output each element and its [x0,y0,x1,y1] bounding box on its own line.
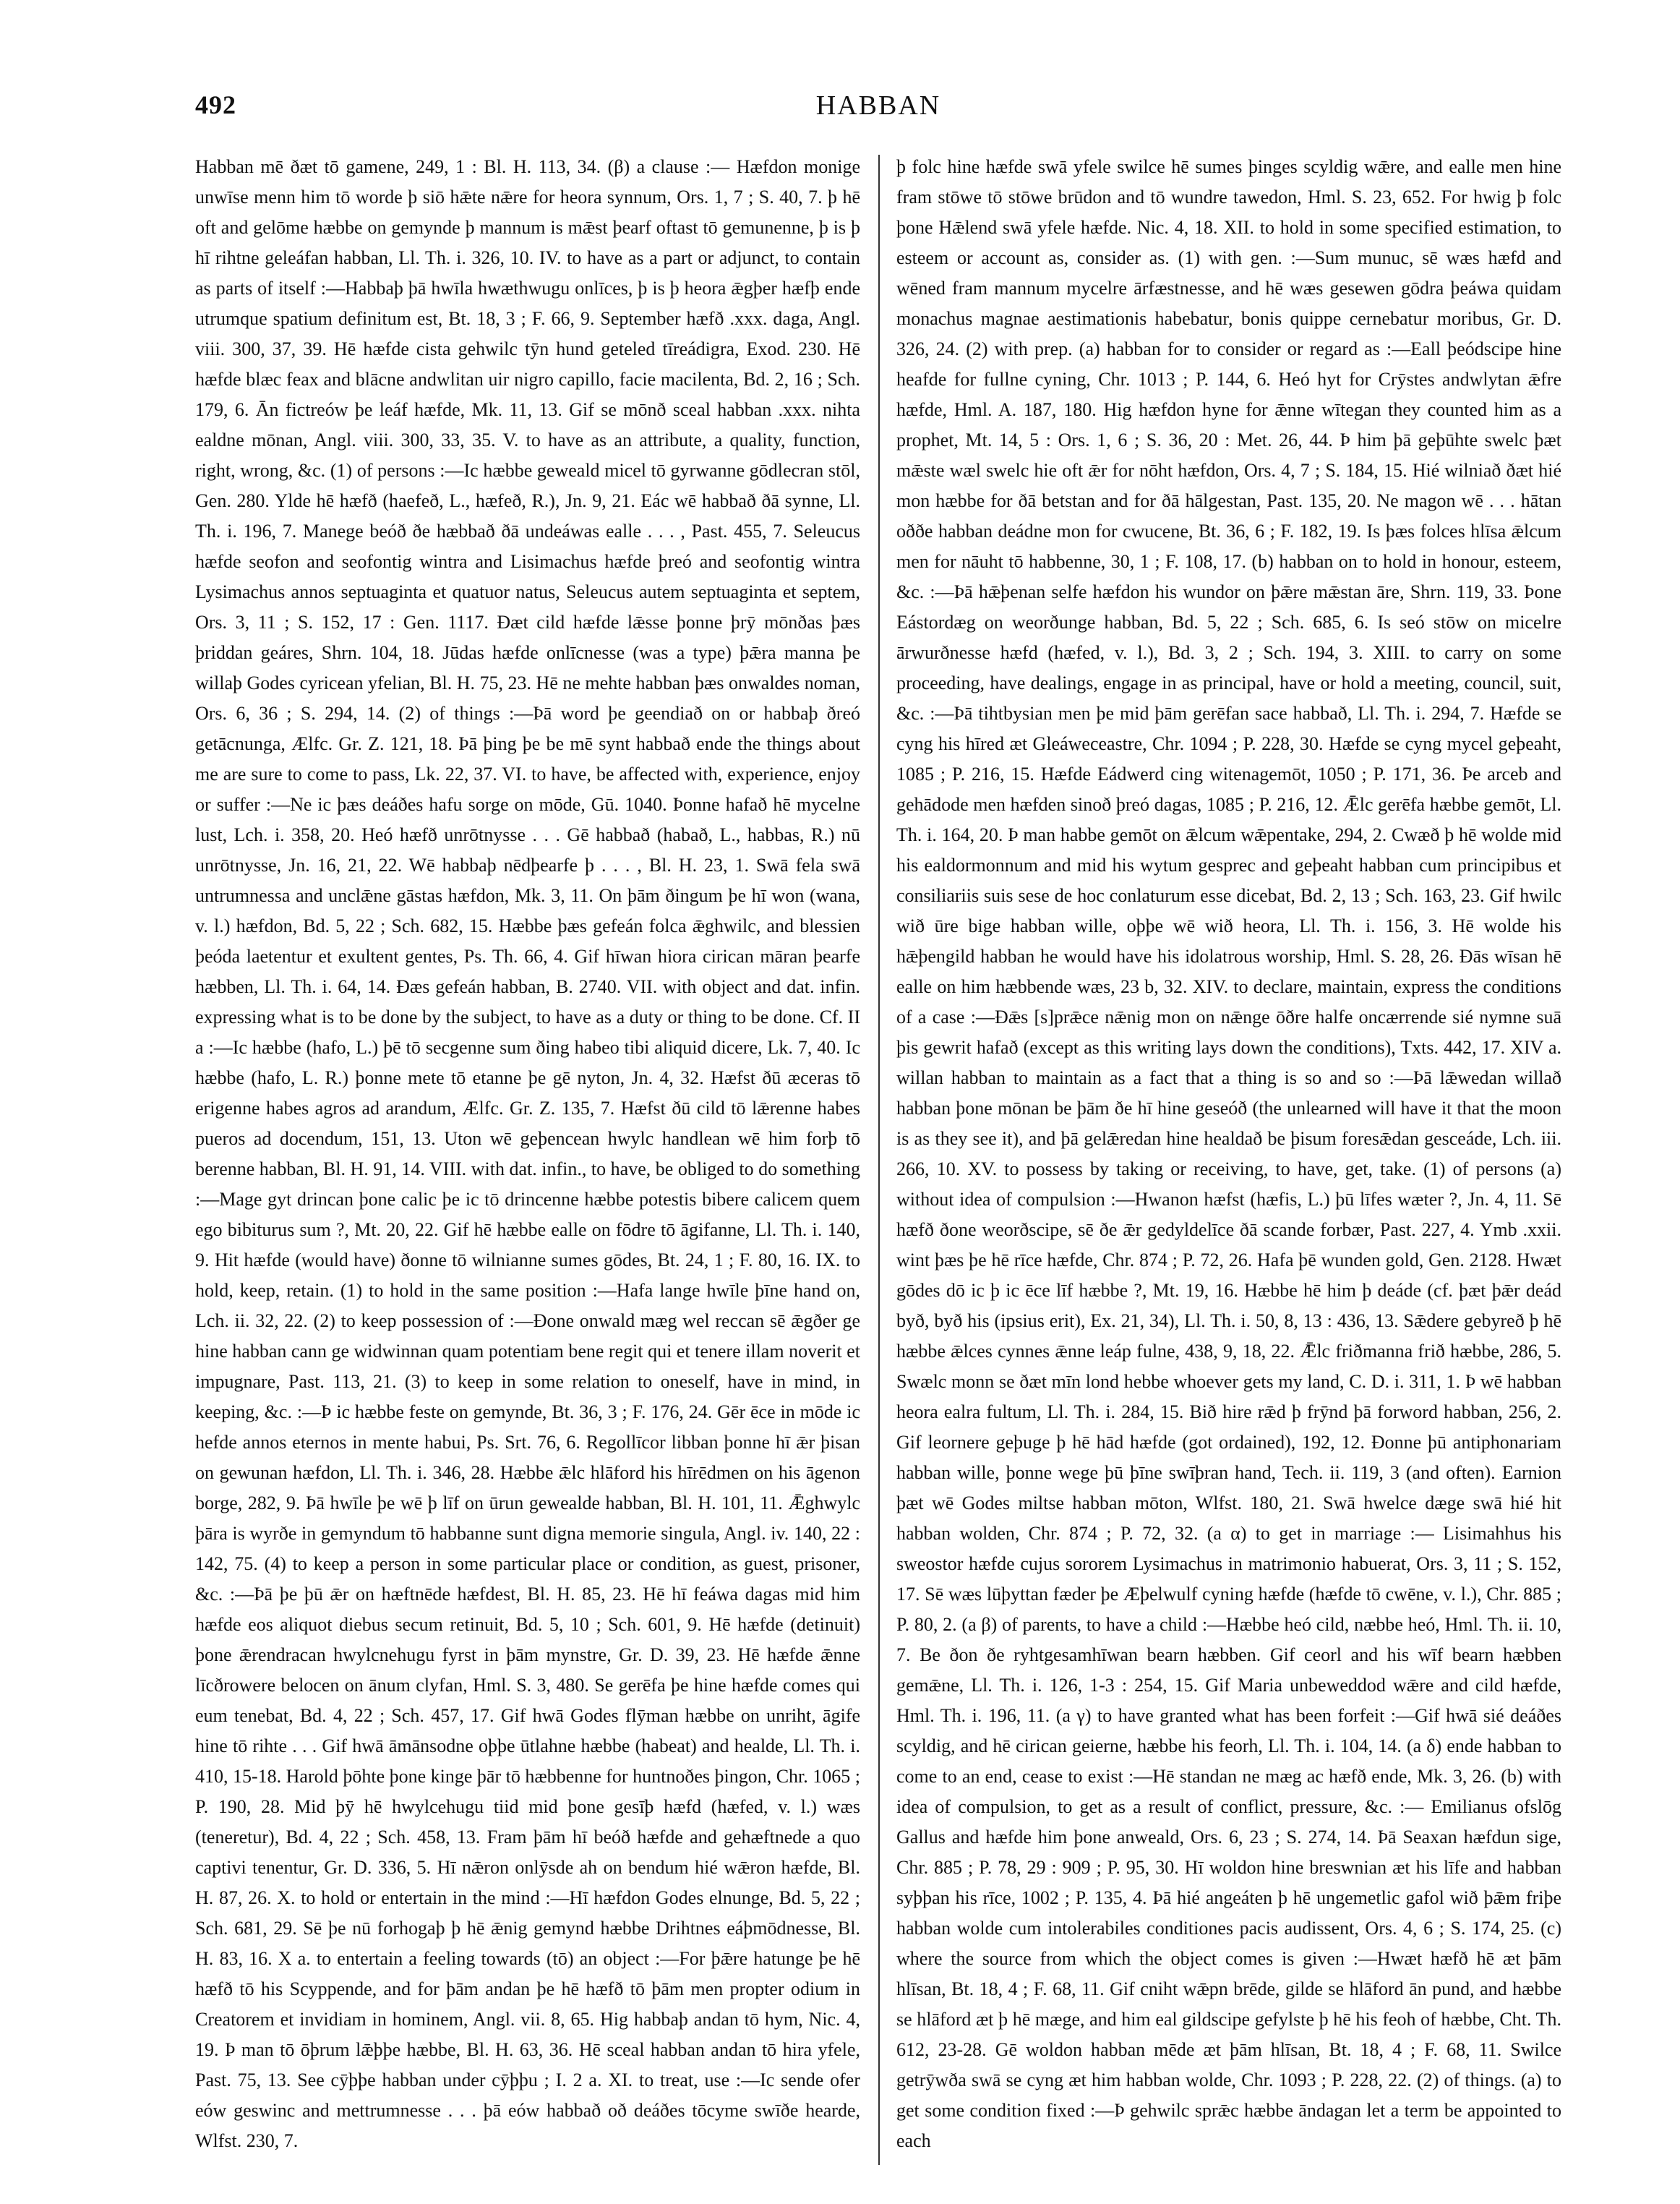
right-column-text: þ folc hine hæfde swā yfele swilce hē sumes þinges scyldig wǣre, and ealle men hine fram stōwe tō stōwe brūdon and tō wundre tawedon, Hml. S. 23, 652. For hwig þ folc þone Hǣlend swā yfele hæfde. Nic. 4, 18. XII. to hold in some specified estimation, to esteem or account as, consider as. (1) with gen. :—Sum munuc, sē wæs hæfd and wēned fram mannum mycelre ārfæstnesse, and hē wæs gesewen gōdra þeáwa quidam monachus magnae aestimationis habebatur, bonis quippe cernebatur moribus, Gr. D. 326, 24. (2) with prep. (a) habban for to consider or regard as :—Eall þeódscipe hine heafde for fullne cyning, Chr. 1013 ; P. 144, 6. Heó hyt for Crȳstes andwlytan ǣfre hæfde, Hml. A. 187, 180. Hig hæfdon hyne for ǣnne wītegan they counted him as a prophet, Mt. 14, 5 : Ors. 1, 6 ; S. 36, 20 : Met. 26, 44. Þ him þā geþūhte swelc þæt mǣste wæl swelc hie oft ǣr for nōht hæfdon, Ors. 4, 7 ; S. 184, 15. Hié wilniað ðæt hié mon hæbbe for ðā betstan and for ðā hālgestan, Past. 135, 20. Ne magon wē . . . hātan oððe habban deádne mon for cwucene, Bt. 36, 6 ; F. 182, 19. Is þæs folces hlīsa ǣlcum men for nāuht tō habbenne, 30, 1 ; F. 108, 17. (b) habban on to hold in honour, esteem, &c. :—Þā hǣþenan selfe hæfdon his wundor on þǣre mǣstan āre, Shrn. 119, 33. Þone Eástordæg on weorðunge habban, Bd. 5, 22 ; Sch. 685, 6. Is seó stōw on micelre ārwurðnesse hæfd (hæfed, v. l.), Bd. 3, 2 ; Sch. 194, 3. XIII. to carry on some proceeding, have dealings, engage in as principal, have or hold a meeting, council, suit, &c. :—Þā tihtbysian men þe mid þām gerēfan sace habbað, Ll. Th. i. 294, 7. Hæfde se cyng his hīred æt Gleáweceastre, Chr. 1094 ; P. 228, 30. Hæfde se cyng mycel geþeaht, 1085 ; P. 216, 15. Hæfde Eádwerd cing witenagemōt, 1050 ; P. 171, 36. Þe arceb and gehādode men hæfden sinoð þreó dagas, 1085 ; P. 216, 12. Ǣlc gerēfa hæbbe gemōt, Ll. Th. i. 164, 20. Þ man habbe gemōt on ǣlcum wǣpentake, 294, 2. Cwæð þ hē wolde mid his ealdormonnum and mid his wytum gesprec and geþeaht habban cum principibus et consiliariis suis sese de hoc conlaturum esse dicebat, Bd. 2, 13 ; Sch. 163, 23. Gif hwilc wið ūre bige habban wille, oþþe wē wið heora, Ll. Th. i. 156, 3. Hē wolde his hǣþengild habban he would have his idolatrous worship, Hml. S. 28, 26. Ðās wīsan hē ealle on him hæbbende wæs, 23 b, 32. XIV. to declare, maintain, express the conditions of a case :—Ðǣs [s]prǣce nǣnig mon on nǣnge ōðre halfe oncærrende sié nymne suā þis gewrit hafað (except as this writing lays down the conditions), Txts. 442, 17. XIV a. willan habban to maintain as a fact that a thing is so and so :—Þā lǣwedan willað habban þone mōnan be þām ðe hī hine geseóð (the unlearned will have it that the moon is as they see it), and þā gelǣredan hine healdað be þisum foresǣdan gesceáde, Lch. iii. 266, 10. XV. to possess by taking or receiving, to have, get, take. (1) of persons (a) without idea of compulsion :—Hwanon hæfst (hæfis, L.) þū līfes wæter ?, Jn. 4, 11. Sē hæfð ðone weorðscipe, sē ðe ǣr gedyldelīce ðā scande forbær, Past. 227, 4. Ymb .xxii. wint þæs þe hē rīce hæfde, Chr. 874 ; P. 72, 26. Hafa þē wunden gold, Gen. 2128. Hwæt gōdes dō ic þ ic ēce līf hæbbe ?, Mt. 19, 16. Hæbbe hē him þ deáde (cf. þæt þǣr deád byð, byð his (ipsius erit), Ex. 21, 34), Ll. Th. i. 50, 8, 13 : 436, 13. Sǣdere gebyreð þ hē hæbbe ǣlces cynnes ǣnne leáp fulne, 438, 9, 18, 22. Ǣlc friðmanna frið hæbbe, 286, 5. Swælc monn se ðæt mīn lond hebbe whoever gets my land, C. D. i. 311, 1. Þ wē habban heora ealra fultum, Ll. Th. i. 284, 15. Bið hire rǣd þ frȳnd þā forword habban, 256, 2. Gif leornere geþuge þ hē hād hæfde (got ordained), 192, 12. Ðonne þū antiphonariam habban wille, þonne wege þū þīne swīþran hand, Tech. ii. 119, 3 (and often). Earnion þæt wē Godes miltse habban mōton, Wlfst. 180, 21. Swā hwelce dæge swā hié hit habban wolden, Chr. 874 ; P. 72, 32. (a α) to get in marriage :— Lisimahhus his sweostor hæfde cujus sororem Lysimachus in matrimonio habuerat, Ors. 3, 11 ; S. 152, 17. Sē wæs lūþyttan fæder þe Æþelwulf cyning hæfde (hæfde tō cwēne, v. l.), Chr. 885 ; P. 80, 2. (a β) of parents, to have a child :—Hæbbe heó cild, næbbe heó, Hml. Th. ii. 10, 7. Be ðon ðe ryhtgesamhīwan bearn hæbben. Gif ceorl and his wīf bearn hæbben gemǣne, Ll. Th. i. 126, 1-3 : 254, 15. Gif Maria unbeweddod wǣre and cild hæfde, Hml. Th. i. 196, 11. (a γ) to have granted what has been forfeit :—Gif hwā sié deáðes scyldig, and hē cirican geierne, hæbbe his feorh, Ll. Th. i. 104, 14. (a δ) ende habban to come to an end, cease to exist :—Hē standan ne mæg ac hæfð ende, Mk. 3, 26. (b) with idea of compulsion, to get as a result of conflict, pressure, &c. :— Emilianus ofslōg Gallus and hæfde him þone anweald, Ors. 6, 23 ; S. 274, 14. Þā Seaxan hæfdun sige, Chr. 885 ; P. 78, 29 : 909 ; P. 95, 30. Hī woldon hine breswnian æt his līfe and habban syþþan his rīce, 1002 ; P. 135, 4. Þā hié angeáten þ hē ungemetlic gafol wið þǣm friþe habban wolde cum intolerabiles conditiones pacis audissent, Ors. 4, 6 ; S. 174, 25. (c) where the source from which the object comes is given :—Hwæt hæfð hē æt þām hlīsan, Bt. 18, 4 ; F. 68, 11. Gif cniht wǣpn brēde, gilde se hlāford ān pund, and hæbbe se hlāford æt þ hē mæge, and him eal gildscipe gefylste þ hē his feoh of hæbbe, Cht. Th. 612, 23-28. Gē woldon habban mēde æt þām hlīsan, Bt. 18, 4 ; F. 68, 11. Swilce getrȳwða swā se cyng æt him habban wolde, Chr. 1093 ; P. 228, 22. (2) of things. (a) to get some condition fixed :—Þ gehwilc sprǣc hæbbe āndagan let a term be appointed to each [896,156,1561,2151]
right-column [896,152,1561,2169]
left-column-text: Habban mē ðæt tō gamene, 249, 1 : Bl. H. 113, 34. (β) a clause :— Hæfdon monige unwīse menn him tō worde þ siō hǣte nǣre for heora synnum, Ors. 1, 7 ; S. 40, 7. þ hē oft and gelōme hæbbe on gemynde þ mannum is mǣst þearf oftast tō gemunenne, þ is þ hī rihtne geleáfan habban, Ll. Th. i. 326, 10. IV. to have as a part or adjunct, to contain as parts of itself :—Habbaþ þā hwīla hwæthwugu onlīces, þ is þ heora ǣgþer hæfþ ende utrumque spatium definitum est, Bt. 18, 3 ; F. 66, 9. September hæfð .xxx. daga, Angl. viii. 300, 37, 39. Hē hæfde cista gehwilc tȳn hund geteled tīreádigra, Exod. 230. Hē hæfde blæc feax and blācne andwlitan uir nigro capillo, facie macilenta, Bd. 2, 16 ; Sch. 179, 6. Ān fictreów þe leáf hæfde, Mk. 11, 13. Gif se mōnð sceal habban .xxx. nihta ealdne mōnan, Angl. viii. 300, 33, 35. V. to have as an attribute, a quality, function, right, wrong, &c. (1) of persons :—Ic hæbbe geweald micel tō gyrwanne gōdlecran stōl, Gen. 280. Ylde hē hæfð (haefeð, L., hæfeð, R.), Jn. 9, 21. Eác wē habbað ðā synne, Ll. Th. i. 196, 7. Manege beóð ðe hæbbað ðā undeáwas ealle . . . , Past. 455, 7. Seleucus hæfde seofon and seofontig wintra and Lisimachus hæfde þreó and seofontig wintra Lysimachus annos septuaginta et quatuor natus, Seleucus autem septuaginta et septem, Ors. 3, 11 ; S. 152, 17 : Gen. 1117. Ðæt cild hæfde lǣsse þonne þrȳ mōnðas þæs þriddan geáres, Shrn. 104, 18. Jūdas hæfde onlīcnesse (was a type) þǣra manna þe willaþ Godes cyricean yfelian, Bl. H. 75, 23. Hē ne mehte habban þæs onwaldes noman, Ors. 6, 36 ; S. 294, 14. (2) of things :—Þā word þe geendiað on or habbaþ ðreó getācnunga, Ælfc. Gr. Z. 121, 18. Þā þing þe be mē synt habbað ende the things about me are sure to come to pass, Lk. 22, 37. VI. to have, be affected with, experience, enjoy or suffer :—Ne ic þæs deáðes hafu sorge on mōde, Gū. 1040. Þonne hafað hē mycelne lust, Lch. i. 358, 20. Heó hæfð unrōtnysse . . . Gē habbað (habað, L., habbas, R.) nū unrōtnysse, Jn. 16, 21, 22. Wē habbaþ nēdþearfe þ . . . , Bl. H. 23, 1. Swā fela swā untrumnessa and unclǣne gāstas hæfdon, Mk. 3, 11. On þām ðingum þe hī won (wana, v. l.) hæfdon, Bd. 5, 22 ; Sch. 682, 15. Hæbbe þæs gefeán folca ǣghwilc, and blessien þeóda laetentur et exultent gentes, Ps. Th. 66, 4. Gif hīwan hiora cirican māran þearfe hæbben, Ll. Th. i. 64, 14. Ðæs gefeán habban, B. 2740. VII. with object and dat. infin. expressing what is to be done by the subject, to have as a duty or thing to be done. Cf. II a :—Ic hæbbe (hafo, L.) þē tō secgenne sum ðing habeo tibi aliquid dicere, Lk. 7, 40. Ic hæbbe (hafo, L. R.) þonne mete tō etanne þe gē nyton, Jn. 4, 32. Hæfst ðū æceras tō erigenne habes agros ad arandum, Ælfc. Gr. Z. 135, 7. Hæfst ðū cild tō lǣrenne habes pueros ad docendum, 151, 13. Uton wē geþencean hwylc handlean wē him forþ tō berenne habban, Bl. H. 91, 14. VIII. with dat. infin., to have, be obliged to do something :—Mage gyt drincan þone calic þe ic tō drincenne hæbbe potestis bibere calicem quem ego bibiturus sum ?, Mt. 20, 22. Gif hē hæbbe ealle on fōdre tō āgifanne, Ll. Th. i. 140, 9. Hit hæfde (would have) ðonne tō wilnianne sumes gōdes, Bt. 24, 1 ; F. 80, 16. IX. to hold, keep, retain. (1) to hold in the same position :—Hafa lange hwīle þīne hand on, Lch. ii. 32, 22. (2) to keep possession of :—Ðone onwald mæg wel reccan sē ǣgðer ge hine habban cann ge widwinnan quam potentiam bene regit qui et tenere illam noverit et impugnare, Past. 113, 21. (3) to keep in some relation to oneself, have in mind, in keeping, &c. :—Þ ic hæbbe feste on gemynde, Bt. 36, 3 ; F. 176, 24. Gēr ēce in mōde ic hefde annos eternos in mente habui, Ps. Srt. 76, 6. Regollīcor libban þonne hī ǣr þisan on gewunan hæfdon, Ll. Th. i. 346, 28. Hæbbe ǣlc hlāford his hīrēdmen on his āgenon borge, 282, 9. Þā hwīle þe wē þ līf on ūrun gewealde habban, Bl. H. 101, 11. Ǣghwylc þāra is wyrðe in gemyndum tō habbanne sunt digna memorie singula, Angl. iv. 140, 22 : 142, 75. (4) to keep a person in some particular place or condition, as guest, prisoner, &c. :—Þā þe þū ǣr on hæftnēde hæfdest, Bl. H. 85, 23. Hē hī feáwa dagas mid him hæfde eos aliquot diebus secum retinuit, Bd. 5, 10 ; Sch. 601, 9. Hē hæfde (detinuit) þone ǣrendracan hwylcnehugu fyrst in þām mynstre, Gr. D. 39, 23. Hē hæfde ǣnne līcðrowere belocen on ānum clyfan, Hml. S. 3, 480. Se gerēfa þe hine hæfde comes qui eum tenebat, Bd. 4, 22 ; Sch. 457, 17. Gif hwā Godes flȳman hæbbe on unriht, āgife hine tō rihte . . . Gif hwā āmānsodne oþþe ūtlahne hæbbe (habeat) and healde, Ll. Th. i. 410, 15-18. Harold þōhte þone kinge þār tō hæbbenne for huntnoðes þingon, Chr. 1065 ; P. 190, 28. Mid þȳ hē hwylcehugu tiid mid þone gesīþ hæfd (hæfed, v. l.) wæs (teneretur), Bd. 4, 22 ; Sch. 458, 13. Fram þām hī beóð hæfde and gehæftnede a quo captivi tenentur, Gr. D. 336, 5. Hī nǣron onlȳsde ah on bendum hié wǣron hæfde, Bl. H. 87, 26. X. to hold or entertain in the mind :—Hī hæfdon Godes elnunge, Bd. 5, 22 ; Sch. 681, 29. Sē þe nū forhogaþ þ hē ǣnig gemynd hæbbe Drihtnes eáþmōdnesse, Bl. H. 83, 16. X a. to entertain a feeling towards (tō) an object :—For þǣre hatunge þe hē hæfð tō his Scyppende, and for þām andan þe hē hæfð tō þām men propter odium in Creatorem et invidiam in hominem, Angl. vii. 8, 65. Hig habbaþ andan tō hym, Nic. 4, 19. Þ man tō ōþrum lǣþþe hæbbe, Bl. H. 63, 36. Hē sceal habban andan tō hira yfele, Past. 75, 13. See cȳþþe habban under cȳþþu ; I. 2 a. XI. to treat, use :—Ic sende ofer eów geswinc and mettrumnesse . . . þā eów habbað oð deáðes tōcyme swīðe hearde, Wlfst. 230, 7. [195,156,860,2151]
running-head: HABBAN [815,90,941,121]
left-column [195,152,860,2169]
page-header [195,90,1561,133]
two-column-body [195,152,1561,2169]
page-number: 492 [195,90,236,119]
column-divider [878,155,880,2165]
